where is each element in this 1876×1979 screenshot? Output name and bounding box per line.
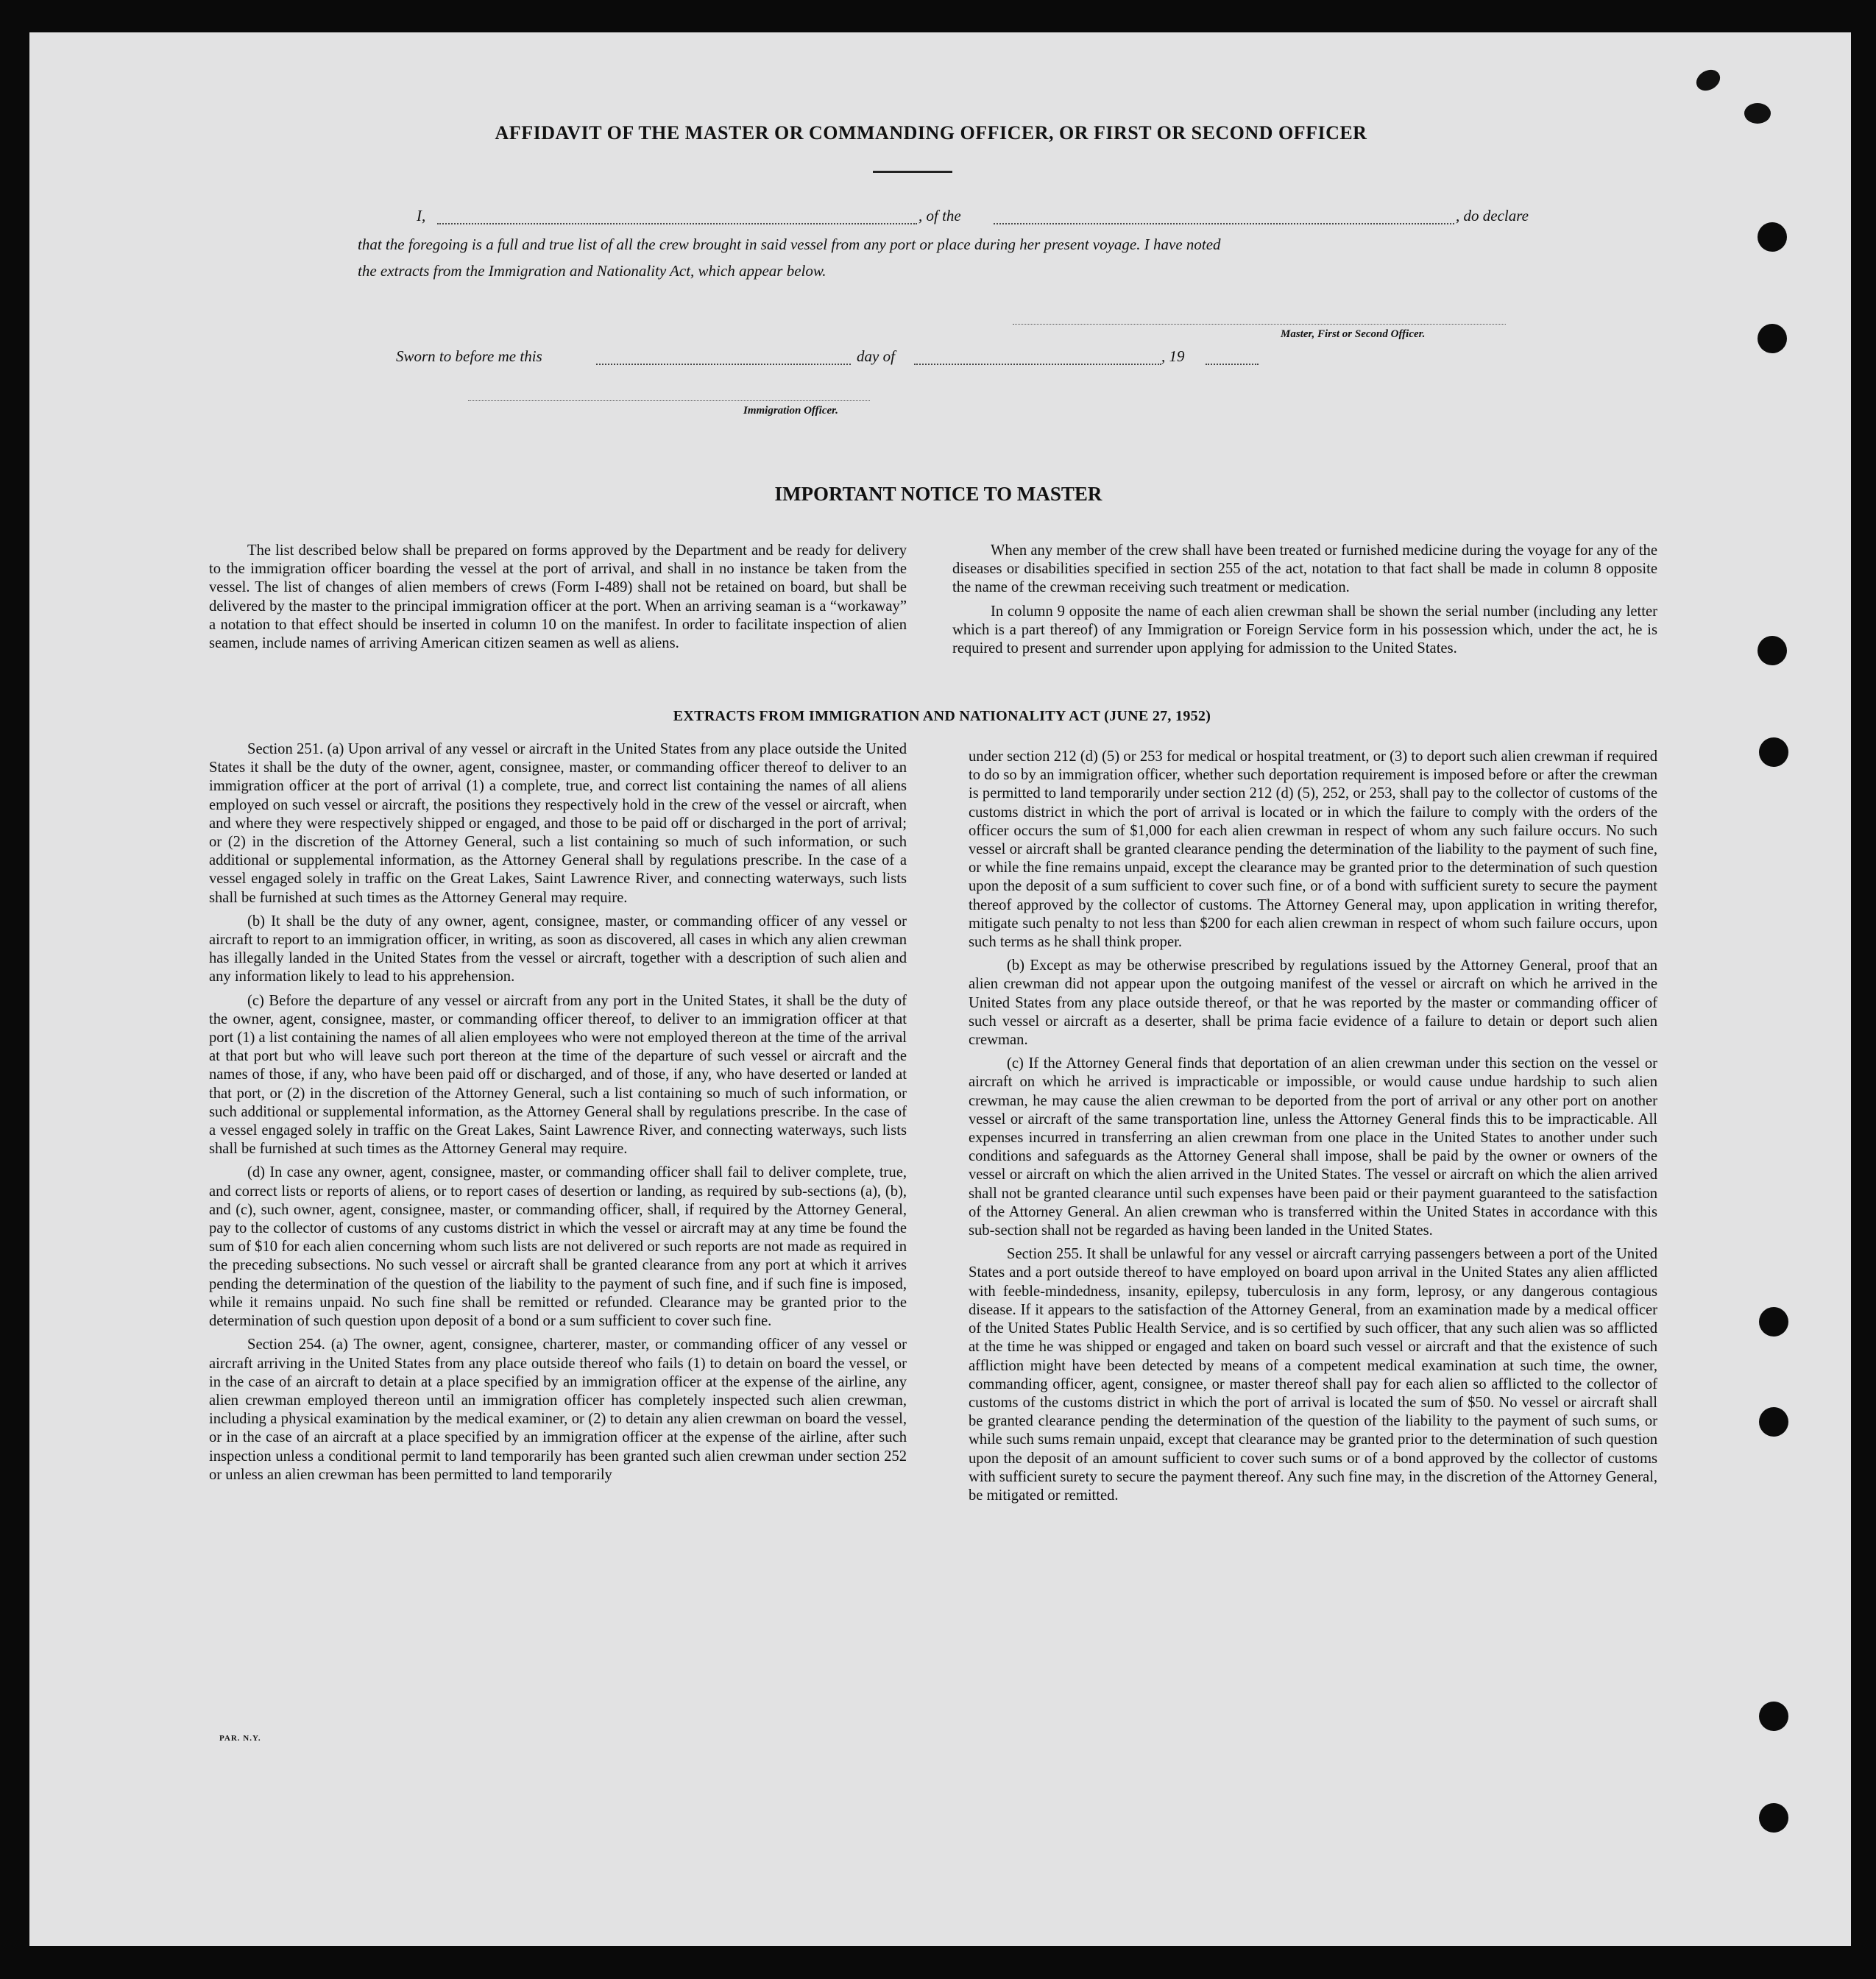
title-rule [873,171,952,173]
punch-hole-icon [1759,1407,1788,1437]
punch-hole-icon [1758,324,1787,353]
declaration-do-declare-text: , do declare [1456,207,1529,224]
extract-paragraph: (c) Before the departure of any vessel or aircraft from any port in the United States, it shall be the duty of the owner, agent, consignee, master, or commanding officer thereof, to deliver to an immigration officer at that port (1) a list containing the names of all alien employees who were not employed thereon at the time of the arrival at that port but who will leave such port thereon at the time of the departure of such vessel or aircraft and the names of those, if any, who have been paid off or discharged, and of those, if any, who have deserted or landed at that port, or (2) in the discretion of the Attorney General, such a list containing so much of such information, or such additional or supplemental information, as the Attorney General shall by regulations prescribe. In the case of a vessel engaged solely in traffic on the Great Lakes, Saint Lawrence River, and connecting waterways, such lists shall be furnished at such times as the Attorney General may require. [209,992,907,1158]
sworn-text: Sworn to before me this [396,347,542,365]
affidavit-title: AFFIDAVIT OF THE MASTER OR COMMANDING OFFICER, OR FIRST OR SECOND OFFICER [495,122,1367,144]
notice-left-column [209,542,907,658]
extract-paragraph: Section 251. (a) Upon arrival of any vessel or aircraft in the United States from any place outside the United States it shall be the duty of the owner, agent, consignee, master, or commanding officer thereof to deliver to an immigration officer at the port of arrival (1) a complete, true, and correct list containing the names of all aliens employed on such vessel or aircraft, the positions they respectively hold in the crew of the vessel or aircraft, when and where they were respectively shipped or engaged, and those to be paid off or discharged in the port of arrival; or (2) in the discretion of the Attorney General, such a list containing so much of such information, or such additional or supplemental information, as the Attorney General shall by regulations prescribe. In the case of a vessel engaged solely in traffic on the Great Lakes, Saint Lawrence River, and connecting waterways, such lists shall be furnished at such times as the Attorney General may require. [209,741,907,906]
declaration-line-2: that the foregoing is a full and true list of all the crew brought in said vessel from any port or place during her present voyage. I have noted [358,236,1221,253]
extract-paragraph: under section 212 (d) (5) or 253 for medical or hospital treatment, or (3) to deport such alien crewman if required to do so by an immigration officer, whether such deportation requirement is imposed before or after the crewman is permitted to land temporarily under section 212 (d) (5), 252, or 253, shall pay to the collector of customs of the customs district in which the port of arrival is located or in which the failure to comply with the orders of the officer occurs the sum of $1,000 for each alien crewman in respect of whom any such failure occurs. No such vessel or aircraft shall be granted clearance pending the determination of the liability to the payment of such fine, or while the fine remains unpaid, except the clearance may be granted prior to the determination of such question upon the deposit of a sum sufficient to cover such fine, or of a bond with sufficient surety to secure the payment thereof approved by the collector of customs. The Attorney General may, upon application in writing therefor, mitigate such penalty to not less than $200 for each alien crewman in respect of whom such failure occurs, upon such terms as he shall think proper. [969,748,1657,951]
extracts-left-column [209,740,907,1490]
extract-paragraph: (b) It shall be the duty of any owner, agent, consignee, master, or commanding officer of any vessel or aircraft to report to an immigration officer, in writing, as soon as discovered, all cases in which any alien crewman has illegally landed in the United States from the vessel or aircraft, together with a description of such alien and any information likely to lead to his apprehension. [209,913,907,985]
punch-hole-icon [1758,222,1787,252]
notice-right-column [952,542,1657,663]
ink-speck-icon [1693,66,1724,95]
punch-hole-icon [1759,1702,1788,1731]
notice-heading: IMPORTANT NOTICE TO MASTER [774,483,1102,505]
declaration-line-1 [417,207,1550,227]
extract-paragraph: (d) In case any owner, agent, consignee, master, or commanding officer shall fail to deliver complete, true, and correct lists or reports of aliens, or to report cases of desertion or landing, as required by sub-sections (a), (b), and (c), such owner, agent, consignee, master, or commanding officer, shall, if required by the Attorney General, pay to the collector of customs of any customs district in which the vessel or aircraft may at any time be found the sum of $10 for each alien concerning whom such lists are not delivered or such reports are not made as required in the preceding subsections. No such vessel or aircraft shall be granted clearance from any port at which it arrives pending the determination of the question of the liability to the payment of such fine, and if such fine is imposed, while it remains unpaid. No such fine shall be remitted or refunded. Clearance may be granted prior to the determination of such question upon deposit of a bond or a sum sufficient to cover such fine. [209,1164,907,1330]
punch-hole-icon [1759,1307,1788,1337]
extracts-right-column [969,748,1657,1510]
form-page [29,32,1851,1946]
punch-hole-icon [1758,636,1787,665]
sworn-month-blank[interactable] [914,364,1161,365]
immigration-officer-signature-line[interactable] [468,400,870,401]
extract-paragraph: Section 255. It shall be unlawful for any vessel or aircraft carrying passengers between a port of the United States and a port outside thereof to have employed on board upon arrival in the United States any alien afflicted with feeble-mindedness, insanity, epilepsy, tuberculosis in any form, leprosy, or any dangerous contagious disease. If it appears to the satisfaction of the Attorney General, from an examination made by a medical officer of the United States Public Health Service, and is so certified by such officer, that any such alien was so afflicted at the time he was shipped or engaged and taken on board such vessel or aircraft and that the existence of such affliction might have been detected by means of a competent medical examination at such time, the owner, commanding officer, agent, consignee, or master thereof shall pay for each alien so afflicted to the collector of customs of the customs district in which the port of arrival is located the sum of $50. No vessel or aircraft shall be granted clearance pending the determination of the question of the liability to the payment of such sums, or while such sums remain unpaid, except that clearance may be granted prior to the determination of such question upon the deposit of an amount sufficient to cover such sums or of a bond approved by the collector of customs with sufficient surety to secure the payment thereof. Any such fine may, in the discretion of the Attorney General, be mitigated or remitted. [969,1246,1657,1504]
notice-right-paragraph: When any member of the crew shall have been treated or furnished medicine during the voyage for any of the diseases or disabilities specified in section 255 of the act, notation to that fact shall be made in column 8 opposite the name of the crewman receiving such treatment or medication. [952,542,1657,596]
extract-paragraph: (b) Except as may be otherwise prescribed by regulations issued by the Attorney General, proof that an alien crewman did not appear upon the outgoing manifest of the vessel or aircraft on which he arrived in the United States from any place outside thereof, or that he was reported by the master or commanding officer of such vessel or aircraft as a deserter, shall be prima facie evidence of a failure to detain or deport such alien crewman. [969,957,1657,1049]
notice-left-paragraph: The list described below shall be prepared on forms approved by the Department and be ready for delivery to the immigration officer boarding the vessel at the port of arrival, and shall in no instance be taken from the vessel. The list of changes of alien members of crews (Form I-489) shall not be retained on board, but shall be delivered by the master to the principal immigration officer at the port. When an arriving seaman is a “workaway” a notation to that effect should be inserted in column 10 on the manifest. In order to facilitate inspection of alien seamen, include names of arriving American citizen seamen as well as aliens. [209,542,907,652]
printer-mark: PAR. N.Y. [219,1734,261,1743]
extract-paragraph: (c) If the Attorney General finds that deportation of an alien crewman under this section on the vessel or aircraft on which he arrived is impracticable or impossible, or would cause undue hardship to such alien crewman, he may cause the alien crewman to be deported from the port of arrival or any other port on another vessel or aircraft of the same transportation line, unless the Attorney General finds this to be impracticable. All expenses incurred in transferring an alien crewman from one place in the United States to another under such conditions and safeguards as the Attorney General shall impose, shall be paid by the owner or owners of the vessel or aircraft on which the alien arrived in the United States. The vessel or aircraft on which the alien arrived shall not be granted clearance until such expenses have been paid or their payment guaranteed to the satisfaction of the Attorney General. An alien crewman who is transferred within the United States in accordance with this sub-section shall not be regarded as having been landed in the United States. [969,1055,1657,1239]
ink-speck-icon [1744,103,1771,124]
sworn-day-blank[interactable] [596,364,851,365]
punch-hole-icon [1759,1803,1788,1833]
declaration-i-text: I, [417,207,426,224]
sworn-year-blank[interactable] [1206,364,1259,365]
extract-paragraph: Section 254. (a) The owner, agent, consignee, charterer, master, or commanding officer of any vessel or aircraft arriving in the United States from any place outside thereof who fails (1) to detain on board the vessel, or in the case of an aircraft to detain at a place specified by an immigration officer at the expense of the airline, any alien crewman employed thereon until an immigration officer has completely inspected such alien crewman, including a physical examination by the medical examiner, or (2) to detain any alien crewman on board the vessel, or in the case of an aircraft at a place specified by an immigration officer at the expense of the airline, after such inspection unless a conditional permit to land temporarily has been granted such alien crewman under section 252 or unless an alien crewman has been permitted to land temporarily [209,1337,907,1483]
master-signature-line[interactable] [1013,324,1506,325]
punch-hole-icon [1759,737,1788,767]
master-signature-caption: Master, First or Second Officer. [1281,328,1426,340]
immigration-officer-caption: Immigration Officer. [743,405,838,417]
sworn-line [396,347,1279,368]
vessel-blank[interactable] [994,223,1454,224]
notice-right-paragraph: In column 9 opposite the name of each alien crewman shall be shown the serial number (including any letter which is a part thereof) of any Immigration or Foreign Service form in his possession which, under the act, he is required to present and surrender upon applying for admission to the United States. [952,603,1657,657]
name-blank[interactable] [437,223,917,224]
declaration-of-the-text: , of the [918,207,961,224]
declaration-line-3: the extracts from the Immigration and Nationality Act, which appear below. [358,262,826,280]
year-prefix-text: , 19 [1161,347,1185,365]
day-of-text: day of [857,347,895,365]
extracts-heading: EXTRACTS FROM IMMIGRATION AND NATIONALITY ACT (JUNE 27, 1952) [673,708,1211,724]
